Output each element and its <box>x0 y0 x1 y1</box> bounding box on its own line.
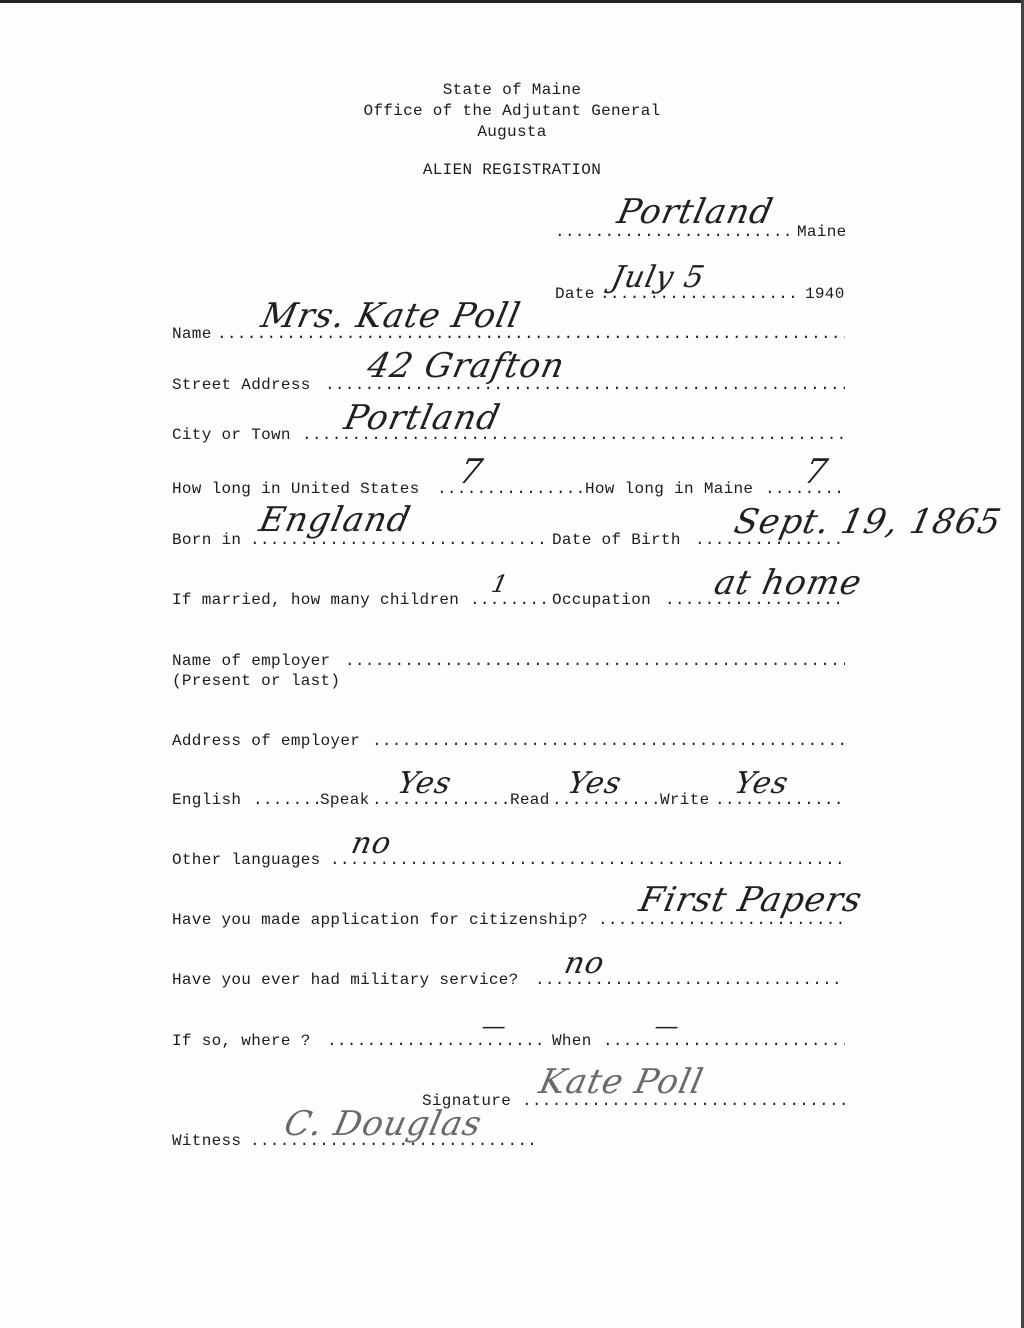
military-value: no <box>561 946 609 981</box>
street-value: 42 Grafton <box>363 346 569 386</box>
city-value: Portland <box>340 398 504 438</box>
children-value: 1 <box>489 570 512 598</box>
employer-address-dots <box>372 732 845 750</box>
date-value: July 5 <box>608 260 709 295</box>
occupation-label: Occupation <box>552 591 652 609</box>
maine-label: Maine <box>797 223 847 241</box>
header-office: Office of the Adjutant General <box>363 102 661 120</box>
employer-address-label: Address of employer <box>172 732 361 750</box>
citizenship-value: First Papers <box>635 880 867 920</box>
read-label: Read <box>510 791 550 809</box>
dob-value: Sept. 19, 1865 <box>730 502 1006 542</box>
where-dots <box>327 1032 547 1050</box>
dob-label: Date of Birth <box>552 531 681 549</box>
write-label: Write <box>660 791 710 809</box>
speak-label: Speak <box>320 791 370 809</box>
signature-label: Signature <box>422 1092 512 1110</box>
date-year: 1940 <box>805 285 845 303</box>
header-state: State of Maine <box>442 81 582 99</box>
where-label: If so, where ? <box>172 1032 311 1050</box>
name-value: Mrs. Kate Poll <box>257 296 525 336</box>
city-top-value: Portland <box>613 192 777 232</box>
witness-value: C. Douglas <box>280 1104 486 1144</box>
write-value: Yes <box>731 766 793 801</box>
witness-label: Witness <box>172 1132 242 1150</box>
us-label: How long in United States <box>172 480 420 498</box>
occupation-value: at home <box>710 563 866 603</box>
english-dots <box>253 791 321 809</box>
date-label: Date <box>555 285 595 303</box>
where-value: — <box>479 1012 510 1040</box>
employer-note: (Present or last) <box>172 672 341 690</box>
english-label: English <box>172 791 242 809</box>
inmaine-value: 7 <box>800 452 832 492</box>
other-languages-label: Other languages <box>172 851 321 869</box>
born-label: Born in <box>172 531 242 549</box>
city-label: City or Town <box>172 426 291 444</box>
born-value: England <box>255 500 415 540</box>
speak-value: Yes <box>394 766 456 801</box>
when-label: When <box>552 1032 592 1050</box>
children-dots <box>470 591 550 609</box>
scan-border-top <box>0 0 1024 3</box>
signature-value: Kate Poll <box>535 1062 708 1102</box>
other-languages-dots <box>330 851 845 869</box>
citizenship-label: Have you made application for citizenship? <box>172 911 588 929</box>
name-label: Name <box>172 325 212 343</box>
military-label: Have you ever had military service? <box>172 971 519 989</box>
us-value: 7 <box>455 452 487 492</box>
other-languages-value: no <box>348 826 396 861</box>
form-title: ALIEN REGISTRATION <box>422 161 602 179</box>
when-value: — <box>652 1012 683 1040</box>
employer-label: Name of employer <box>172 652 331 670</box>
read-value: Yes <box>564 766 626 801</box>
inmaine-label: How long in Maine <box>585 480 754 498</box>
children-label: If married, how many children <box>172 591 460 609</box>
employer-dots <box>345 652 845 670</box>
header-city: Augusta <box>477 123 547 141</box>
when-dots <box>603 1032 845 1050</box>
street-label: Street Address <box>172 376 311 394</box>
